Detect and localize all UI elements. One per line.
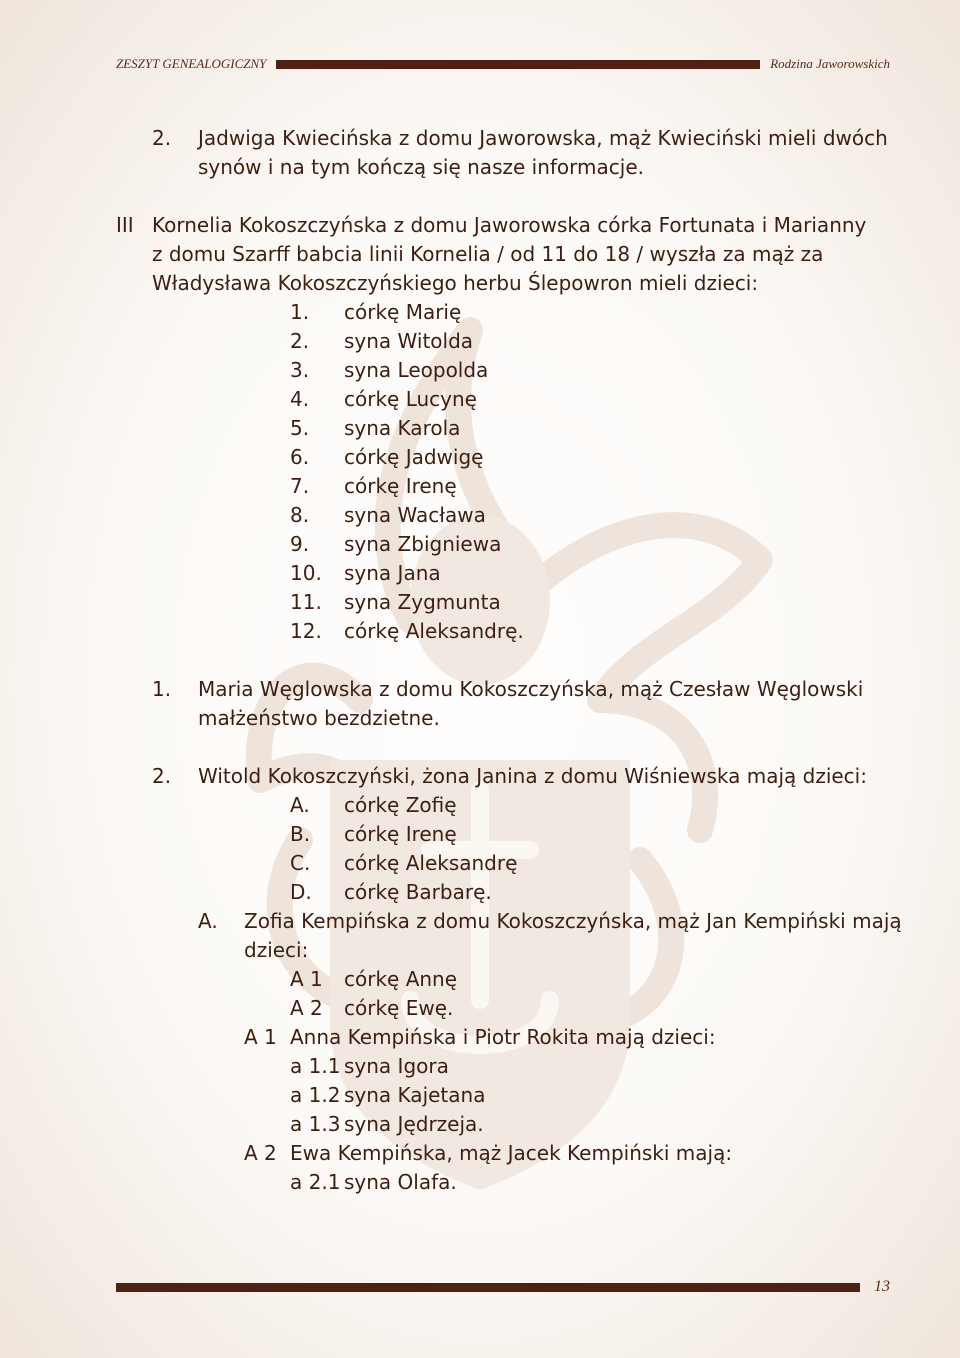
running-header — [116, 54, 890, 74]
paragraph-line: Anna Kempińska i Piotr Rokita mają dzieci: — [290, 1025, 716, 1049]
list-item-number: A 1 — [290, 967, 323, 991]
list-item: córkę Lucynę — [344, 387, 477, 411]
list-item-number: B. — [290, 822, 311, 846]
list-item-number: 4. — [290, 387, 310, 411]
list-item-number: 3. — [290, 358, 310, 382]
paragraph-line: Zofia Kempińska z domu Kokoszczyńska, mąż Jan Kempiński mają — [244, 909, 902, 933]
paragraph-line: Ewa Kempińska, mąż Jacek Kempiński mają: — [290, 1141, 733, 1165]
list-item: córkę Aleksandrę — [344, 851, 518, 875]
item-number: A 2 — [244, 1141, 277, 1165]
list-item-number: D. — [290, 880, 312, 904]
paragraph-line: dzieci: — [244, 938, 309, 962]
list-item: córkę Ewę. — [344, 996, 454, 1020]
list-item-number: C. — [290, 851, 311, 875]
list-item-number: A 2 — [290, 996, 323, 1020]
list-item: syna Olafa. — [344, 1170, 457, 1194]
paragraph-line: Jadwiga Kwiecińska z domu Jaworowska, mąż Kwieciński mieli dwóch — [198, 126, 888, 150]
list-item: córkę Zofię — [344, 793, 457, 817]
list-item-number: a 2.1 — [290, 1170, 341, 1194]
page-number: 13 — [874, 1278, 890, 1295]
list-item-number: 8. — [290, 503, 310, 527]
list-item: córkę Irenę — [344, 822, 457, 846]
list-item: syna Jana — [344, 561, 441, 585]
list-item: syna Leopolda — [344, 358, 489, 382]
header-left-title: ZESZYT GENEALOGICZNY — [116, 56, 267, 71]
item-number: 2. — [152, 764, 172, 788]
footer-rule — [116, 1283, 860, 1292]
item-number: 2. — [152, 126, 172, 150]
list-item-number: 5. — [290, 416, 310, 440]
list-item: syna Witolda — [344, 329, 474, 353]
list-item-number: 11. — [290, 590, 322, 614]
list-item: syna Zygmunta — [344, 590, 501, 614]
running-footer — [116, 1275, 890, 1299]
item-number: 1. — [152, 677, 172, 701]
paragraph-line: z domu Szarff babcia linii Kornelia / od 11 do 18 / wyszła za mąż za — [152, 242, 824, 266]
paragraph-line: małżeństwo bezdzietne. — [198, 706, 440, 730]
list-item: syna Wacława — [344, 503, 486, 527]
list-item: córkę Irenę — [344, 474, 457, 498]
list-item-number: 9. — [290, 532, 310, 556]
paragraph-line: Władysława Kokoszczyńskiego herbu Ślepowron mieli dzieci: — [152, 271, 759, 295]
header-rule — [276, 60, 760, 69]
list-item-number: a 1.1 — [290, 1054, 341, 1078]
paragraph-line: Maria Węglowska z domu Kokoszczyńska, mąż Czesław Węglowski — [198, 677, 864, 701]
list-item: córkę Annę — [344, 967, 458, 991]
header-right-title: Rodzina Jaworowskich — [770, 56, 890, 71]
paragraph-line: synów i na tym kończą się nasze informacje. — [198, 155, 644, 179]
list-item-number: 12. — [290, 619, 322, 643]
list-item-number: A. — [290, 793, 310, 817]
list-item: syna Igora — [344, 1054, 449, 1078]
paragraph-line: Witold Kokoszczyński, żona Janina z domu Wiśniewska mają dzieci: — [198, 764, 867, 788]
list-item: syna Kajetana — [344, 1083, 486, 1107]
list-item: córkę Aleksandrę. — [344, 619, 524, 643]
item-number: A. — [198, 909, 218, 933]
paragraph-line: Kornelia Kokoszczyńska z domu Jaworowska córka Fortunata i Marianny — [152, 213, 867, 237]
section-number: III — [116, 213, 134, 237]
list-item-number: 2. — [290, 329, 310, 353]
list-item: córkę Barbarę. — [344, 880, 492, 904]
list-item: córkę Jadwigę — [344, 445, 484, 469]
list-item-number: 10. — [290, 561, 322, 585]
list-item: syna Jędrzeja. — [344, 1112, 484, 1136]
item-number: A 1 — [244, 1025, 277, 1049]
list-item: syna Karola — [344, 416, 461, 440]
list-item: syna Zbigniewa — [344, 532, 502, 556]
list-item-number: a 1.2 — [290, 1083, 341, 1107]
list-item-number: 1. — [290, 300, 310, 324]
list-item-number: 6. — [290, 445, 310, 469]
list-item: córkę Marię — [344, 300, 462, 324]
list-item-number: a 1.3 — [290, 1112, 341, 1136]
list-item-number: 7. — [290, 474, 310, 498]
